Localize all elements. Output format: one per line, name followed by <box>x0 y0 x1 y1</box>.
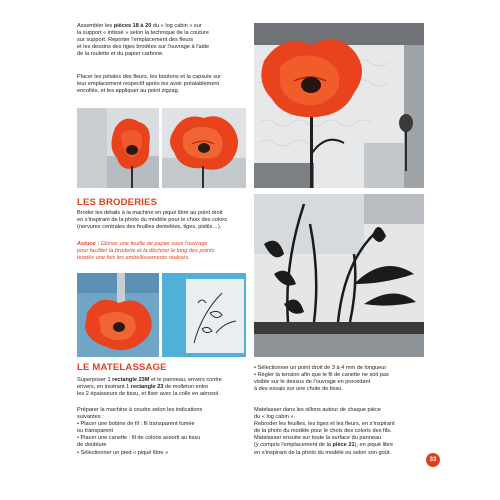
text-line: Astuce : Glisser une feuille de papier sous l'ouvrage <box>77 241 208 247</box>
text-line: (y compris l'emplacement de la pièce 21), en piqué libre <box>254 442 394 449</box>
text-line: brodés une fois les embellissements réalisés. <box>77 255 190 262</box>
text-line: la support « intissé » selon la technique de la couture <box>77 30 209 37</box>
text-line: du « log cabin ». <box>254 414 296 421</box>
broderies-tip <box>77 241 249 262</box>
text-line: et les dessins des tiges brodées sur l'ouvrage à l'aide <box>77 44 210 51</box>
matelassage-paragraph-1 <box>77 377 249 398</box>
text-line: • Placer une canette : fil de coloris assorti au tissu <box>77 435 201 442</box>
text-line: Placer les pétales des fleurs, les boutons et la capsule sur <box>77 74 221 80</box>
text-line: Matelasser dans les sillons autour de chaque pièce <box>254 407 381 413</box>
text-line: ou transparent <box>77 428 114 435</box>
broderies-paragraph <box>77 210 249 231</box>
matelassage-paragraph-2 <box>77 407 249 457</box>
text-line: suivantes : <box>77 414 104 421</box>
text-line: • Régler la tension afin que le fil de canette ne soit pas <box>254 372 389 379</box>
photo-petals-zigzag <box>162 108 246 188</box>
text-line: Superposer 1 rectangle 23M et le panneau, envers contre <box>77 377 222 383</box>
text-line: pour faciliter la broderie et la déchirer le long des points <box>77 248 215 255</box>
text-line: à des essais sur une chute de tissu. <box>254 386 343 393</box>
text-line: encollés, et les appliquer au point zigzag. <box>77 88 180 95</box>
heading-broderies: LES BRODERIES <box>77 197 158 208</box>
page-number: 33 <box>426 453 440 467</box>
photo-embroidered-leaves <box>162 273 246 357</box>
text-line: de la photo du modèle pour le choix des coloris des fils. <box>254 428 392 435</box>
matelassage-quilting <box>254 407 426 457</box>
text-line: envers, en insérant 1 rectangle 23 de molleton entre <box>77 384 209 391</box>
text-line: Assembler les pièces 18 à 20 du « log cabin » sur <box>77 23 202 29</box>
text-line: (nervures centrales des feuilles dentelées, tiges, pistils…). <box>77 224 222 231</box>
heading-matelassage: LE MATELASSAGE <box>77 362 167 373</box>
intro-paragraph-1 <box>77 23 247 58</box>
text-line: Matelasser ensuite sur toute la surface du panneau <box>254 435 382 442</box>
text-line: • Sélectionner un pied « piqué libre » <box>77 449 169 456</box>
photo-quilt-poppy <box>254 23 424 188</box>
text-line: leur emplacement respectif après les avoir préalablement <box>77 81 220 88</box>
text-line: de doublure <box>77 442 107 449</box>
photo-petals-placement <box>77 108 159 188</box>
text-line: Rebroder les feuilles, les tiges et les fleurs, en s'inspirant <box>254 421 395 428</box>
text-line: • Sélectionner un point droit de 3 à 4 mm de longueur <box>254 365 387 371</box>
text-line: Préparer la machine à coudre selon les indications <box>77 407 203 413</box>
photo-quilt-leaves <box>254 194 424 357</box>
text-line: en s'inspirant de la photo du modèle pour le choix des colors <box>77 217 228 224</box>
text-line: visible sur le dessus de l'ouvrage en procédant <box>254 379 371 386</box>
text-line: en s'inspirant de la photo du modèle ou selon son goût. <box>254 449 391 456</box>
matelassage-settings <box>254 365 426 393</box>
text-line: sur support. Reporter l'emplacement des fleurs <box>77 37 194 44</box>
text-line: • Placer une bobine de fil : fil transparent fumée <box>77 421 195 428</box>
text-line: les 2 épaisseurs de tissu, et fixer avec la colle en aérosol. <box>77 391 220 398</box>
photo-machine-embroidery <box>77 273 159 357</box>
tip-label: Astuce : <box>77 241 100 247</box>
text-line: Broder les détails à la machine en piqué libre au point droit <box>77 210 223 216</box>
text-line: de la roulette et du papier carbone. <box>77 51 164 58</box>
intro-paragraph-2 <box>77 74 247 95</box>
